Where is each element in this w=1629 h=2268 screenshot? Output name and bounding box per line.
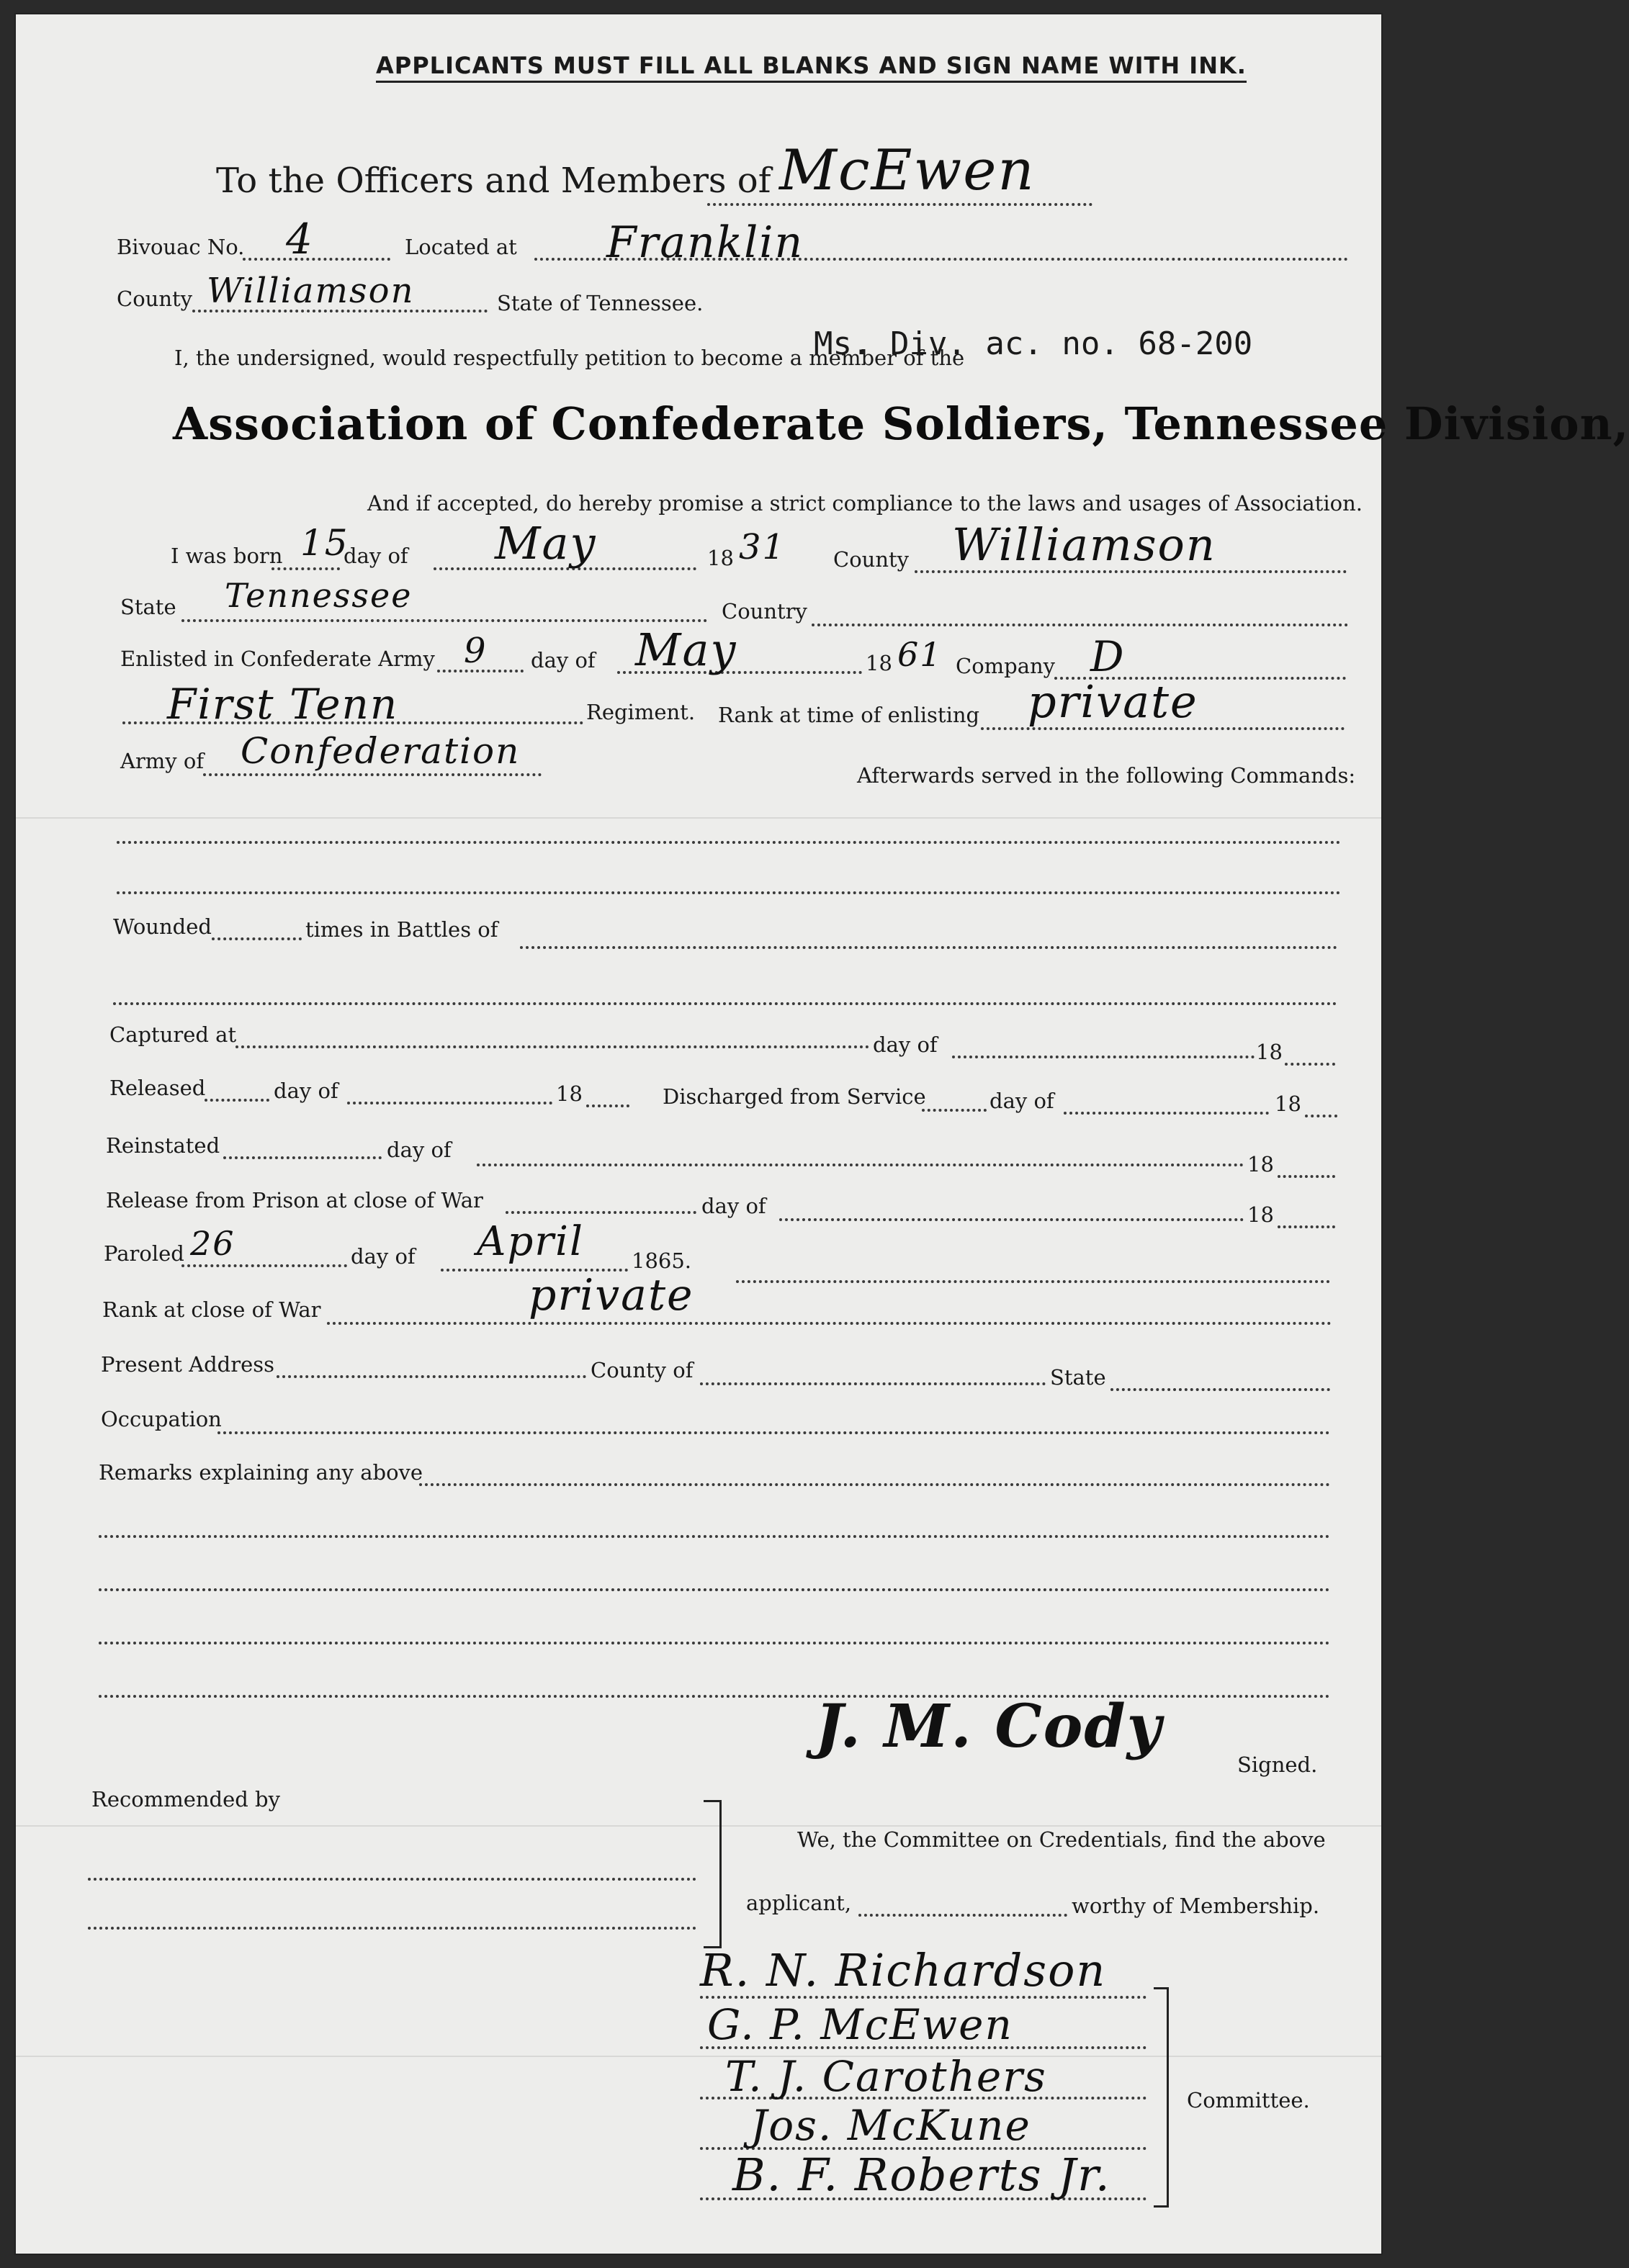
archive-reference: Ms. Div. ac. no. 68-200 — [814, 325, 1253, 362]
enlisted-day-of-label: day of — [531, 648, 596, 672]
address-field — [277, 1375, 586, 1378]
commands-line-2 — [117, 891, 1341, 894]
location-value: Franklin — [606, 217, 804, 268]
applicant-signature: J. M. Cody — [815, 1692, 1163, 1761]
born-label: I was born — [171, 544, 283, 568]
state-of-tennessee-label: State of Tennessee. — [497, 291, 704, 315]
remarks-line-4 — [99, 1642, 1330, 1644]
county-value: Williamson — [207, 271, 415, 311]
promise-text: And if accepted, do hereby promise a strict compliance to the laws and usages of Association. — [367, 491, 1363, 516]
released-day-field — [205, 1099, 269, 1102]
prison-release-label: Release from Prison at close of War — [106, 1188, 483, 1212]
rank-close-label: Rank at close of War — [102, 1297, 321, 1322]
origin-state-label: State — [120, 595, 176, 619]
country-label: Country — [722, 599, 807, 624]
address-label: Present Address — [101, 1352, 274, 1377]
reinstated-date-field — [477, 1164, 1244, 1166]
remarks-label: Remarks explaining any above — [99, 1460, 423, 1485]
paper-stripe — [16, 817, 1381, 819]
regiment-value: First Tenn — [167, 680, 399, 729]
occupation-field — [217, 1431, 1330, 1434]
released-year-field — [586, 1104, 629, 1107]
reinstated-day-field — [223, 1156, 382, 1159]
birth-county-label: County — [833, 547, 910, 572]
birth-day-of-label: day of — [344, 544, 408, 568]
wounded-battles-line-2 — [113, 1002, 1337, 1005]
committee-member-4: Jos. McKune — [750, 2101, 1031, 2150]
commands-line-1 — [117, 841, 1341, 844]
rank-enlisting-value: private — [1028, 675, 1198, 728]
released-year-label: 18 — [556, 1081, 583, 1106]
enlisted-day-value: 9 — [464, 631, 488, 671]
reinstated-day-of-label: day of — [387, 1138, 452, 1162]
enlisted-year-prefix: 18 — [866, 651, 892, 675]
birth-county-value: Williamson — [952, 518, 1216, 571]
released-day-of-label: day of — [274, 1079, 338, 1103]
rank-close-value: private — [529, 1270, 694, 1320]
county-label: County — [117, 287, 193, 311]
form-header: APPLICANTS MUST FILL ALL BLANKS AND SIGN NAME WITH INK. — [376, 52, 1247, 83]
committee-applicant-label: applicant, — [746, 1891, 852, 1915]
captured-place-field — [235, 1045, 869, 1048]
camp-name-value: McEwen — [779, 138, 1036, 203]
paroled-year: 1865. — [632, 1248, 692, 1273]
discharged-day-of-label: day of — [989, 1089, 1054, 1113]
address-county-label: County of — [591, 1358, 694, 1382]
committee-label: Committee. — [1187, 2088, 1310, 2112]
origin-state-field — [181, 619, 707, 622]
enlisted-month-value: May — [635, 624, 737, 676]
enlisted-year-value: 61 — [897, 635, 943, 674]
prison-release-day-of-label: day of — [701, 1194, 766, 1218]
remarks-line-3 — [99, 1588, 1330, 1591]
committee-applicant-field — [858, 1914, 1067, 1917]
paroled-trailing-line — [736, 1280, 1330, 1283]
wounded-battles-field — [520, 946, 1337, 949]
commands-label: Afterwards served in the following Commands: — [857, 763, 1356, 788]
association-title: Association of Confederate Soldiers, Tennessee Division, — [173, 397, 1629, 450]
committee-worthy-label: worthy of Membership. — [1072, 1894, 1320, 1918]
origin-state-value: Tennessee — [225, 576, 413, 615]
birth-year-prefix: 18 — [707, 546, 734, 570]
army-field — [203, 773, 542, 776]
committee-member-5: B. F. Roberts Jr. — [732, 2148, 1111, 2201]
birth-year-value: 31 — [739, 527, 786, 567]
prison-release-date-field — [779, 1218, 1244, 1221]
recommended-line-2 — [88, 1927, 696, 1930]
paper-stripe — [16, 1825, 1381, 1827]
captured-year-label: 18 — [1256, 1040, 1283, 1064]
remarks-line-1 — [419, 1483, 1330, 1486]
address-county-field — [700, 1382, 1046, 1385]
signed-label: Signed. — [1237, 1752, 1318, 1777]
located-at-label: Located at — [405, 235, 517, 259]
wounded-label: Wounded — [113, 914, 212, 939]
released-date-field — [347, 1102, 552, 1104]
captured-date-field — [952, 1056, 1255, 1058]
captured-year-field — [1285, 1063, 1335, 1066]
country-field — [812, 624, 1348, 626]
prison-release-year-label: 18 — [1247, 1202, 1274, 1227]
remarks-line-2 — [99, 1535, 1330, 1538]
birth-day-value: 15 — [300, 522, 349, 564]
captured-label: Captured at — [109, 1022, 237, 1047]
discharged-label: Discharged from Service — [663, 1084, 926, 1109]
prison-release-day-field — [506, 1211, 696, 1214]
application-form — [14, 13, 1629, 2255]
salutation-label: To the Officers and Members of — [216, 161, 771, 201]
reinstated-year-label: 18 — [1247, 1152, 1274, 1176]
captured-day-label: day of — [873, 1032, 938, 1057]
rank-close-field — [327, 1322, 1332, 1325]
address-state-label: State — [1050, 1365, 1106, 1390]
birth-day-field — [272, 567, 340, 570]
bivouac-number-field — [243, 258, 390, 261]
discharged-date-field — [1064, 1112, 1269, 1115]
petition-text: I, the undersigned, would respectfully petition to become a member of the — [174, 346, 965, 370]
discharged-year-label: 18 — [1275, 1092, 1301, 1116]
reinstated-year-field — [1278, 1175, 1335, 1178]
released-label: Released — [109, 1076, 206, 1100]
wounded-battles-label: times in Battles of — [305, 917, 498, 942]
occupation-label: Occupation — [101, 1407, 222, 1431]
company-value: D — [1090, 632, 1126, 681]
paroled-day-value: 26 — [190, 1224, 235, 1263]
committee-member-2: G. P. McEwen — [707, 2000, 1013, 2049]
birth-month-value: May — [495, 517, 597, 570]
rank-enlisting-label: Rank at time of enlisting — [718, 703, 980, 727]
paroled-month-value: April — [477, 1218, 584, 1265]
recommended-line-1 — [88, 1878, 696, 1881]
prison-release-year-field — [1278, 1225, 1335, 1228]
camp-name-field — [707, 203, 1092, 206]
paper-stripe — [16, 2056, 1381, 2057]
paroled-day-field — [181, 1264, 347, 1267]
discharged-year-field — [1305, 1115, 1337, 1117]
bivouac-label: Bivouac No. — [117, 235, 245, 259]
wounded-times-field — [212, 937, 302, 940]
committee-member-1: R. N. Richardson — [700, 1944, 1107, 1997]
paroled-label: Paroled — [104, 1241, 184, 1266]
army-of-label: Army of — [120, 749, 205, 773]
regiment-label: Regiment. — [586, 700, 696, 724]
address-state-field — [1110, 1388, 1330, 1391]
army-value: Confederation — [241, 730, 521, 772]
bivouac-number-value: 4 — [286, 215, 314, 264]
reinstated-label: Reinstated — [106, 1133, 220, 1158]
enlisted-label: Enlisted in Confederate Army — [120, 647, 435, 671]
committee-bracket — [1154, 1987, 1169, 2208]
discharged-day-field — [922, 1109, 987, 1112]
recommended-bracket — [704, 1800, 722, 1948]
paroled-day-of-label: day of — [351, 1244, 416, 1269]
recommended-by-label: Recommended by — [91, 1787, 280, 1812]
committee-statement: We, the Committee on Credentials, find the above — [797, 1827, 1326, 1852]
company-label: Company — [956, 654, 1056, 678]
committee-member-3: T. J. Carothers — [725, 2052, 1047, 2101]
